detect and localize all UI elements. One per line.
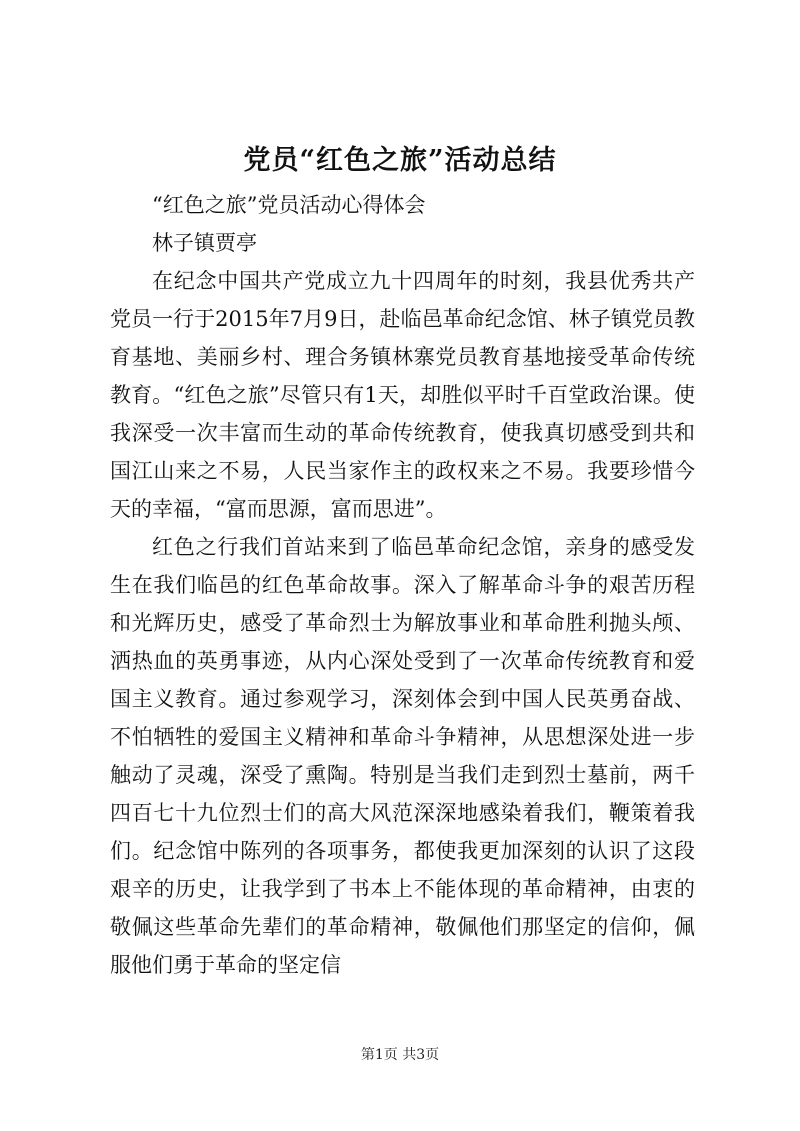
author-line: 林子镇贾亭 (152, 231, 257, 255)
page-footer: 第1页 共3页 (360, 1047, 440, 1063)
paragraph-2: 红色之行我们首站来到了临邑革命纪念馆，亲身的感受发生在我们临邑的红色革命故事。深入了解革命斗争的艰苦历程和光辉历史，感受了革命烈士为解放事业和革命胜利抛头颅、洒热血的英勇事迹，从内心深处受到了一次革命传统教育和爱国主义教育。通过参观学习，深刻体会到中国人民英勇奋战、不怕牺牲的爱国主义精神和革命斗争精神，从思想深处进一步触动了灵魂，深受了熏陶。特别是当我们走到烈士墓前，两千四百七十九位烈士们的高大风范深深地感染着我们，鞭策着我们。纪念馆中陈列的各项事务，都使我更加深刻的认识了这段艰辛的历史，让我学到了书本上不能体现的革命精神，由衷的敬佩这些革命先辈们的革命精神，敬佩他们那坚定的信仰，佩服他们勇于革命的坚定信 (110, 535, 695, 977)
paragraph-1: 在纪念中国共产党成立九十四周年的时刻，我县优秀共产党员一行于2015年7月9日，赴临邑革命纪念馆、林子镇党员教育基地、美丽乡村、理合务镇林寨党员教育基地接受革命传统教育。“红色之旅”尽管只有1天，却胜似平时千百堂政治课。使我深受一次丰富而生动的革命传统教育，使我真切感受到共和国江山来之不易，人民当家作主的政权来之不易。我要珍惜今天的幸福，“富而思源，富而思进”。 (110, 269, 695, 521)
page-title: 党员“红色之旅”活动总结 (243, 145, 557, 176)
subtitle: “红色之旅”党员活动心得体会 (152, 193, 426, 217)
document-body (110, 186, 695, 984)
